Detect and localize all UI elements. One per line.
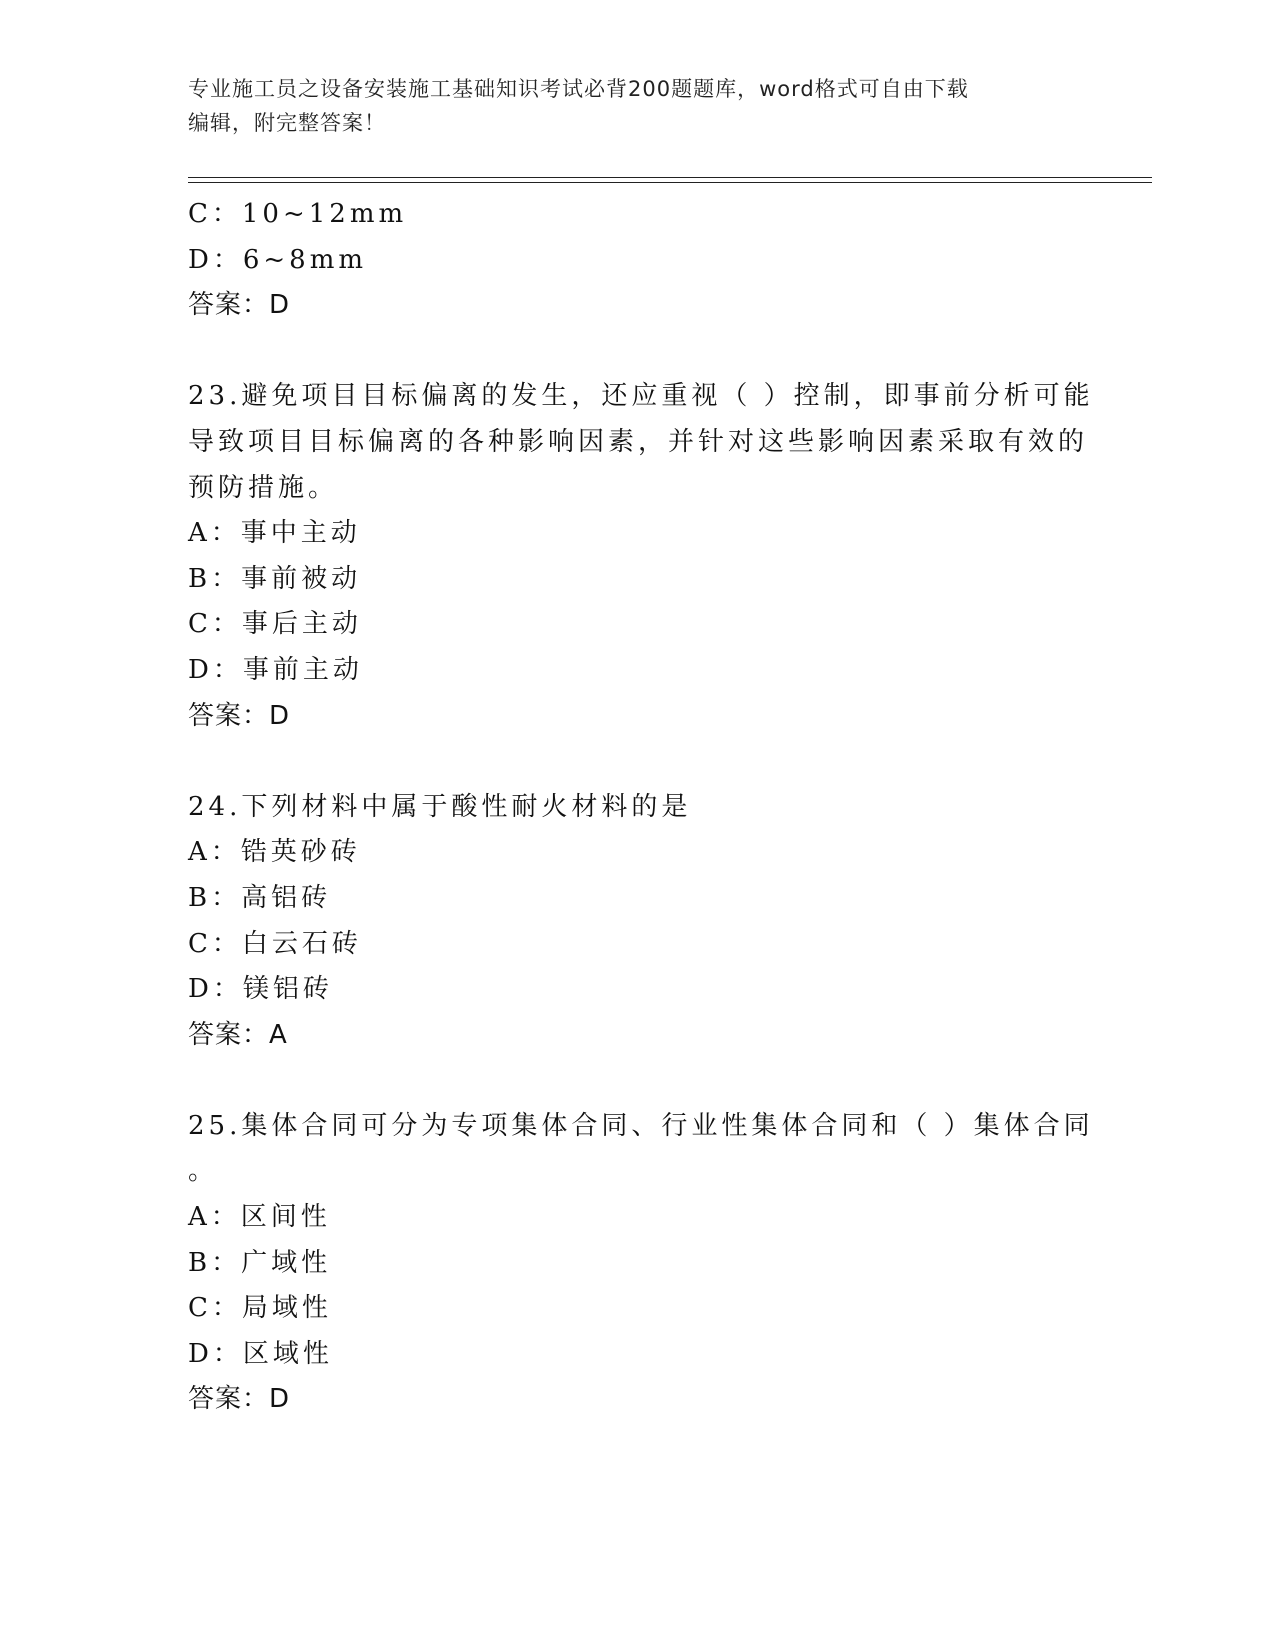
question-24 [188,785,1088,1059]
header-title-line-2: 编辑，附完整答案！ [188,111,386,135]
option-c: C：10~12mm [188,199,408,229]
option-b: B：高铝砖 [188,882,332,913]
answer: 答案：D [188,290,291,321]
question-stem: 。 [188,1156,219,1187]
header-divider-top [188,177,1152,178]
question-stem: 导致项目目标偏离的各种影响因素，并针对这些影响因素采取有效的 [188,426,1089,457]
option-d: D：区域性 [188,1338,333,1369]
option-c: C：白云石砖 [188,928,362,959]
option-d: D：镁铝砖 [188,974,333,1005]
option-d: D：事前主动 [188,654,363,685]
question-stem: 25.集体合同可分为专项集体合同、行业性集体合同和（ ）集体合同 [188,1110,1094,1141]
option-d: D：6~8mm [188,244,368,275]
question-stem: 预防措施。 [188,472,339,503]
option-a: A：事中主动 [188,518,361,549]
option-a: A：锆英砂砖 [188,837,361,868]
question-stem: 23.避免项目目标偏离的发生，还应重视（ ）控制，即事前分析可能 [188,381,1094,412]
question-stem: 24.下列材料中属于酸性耐火材料的是 [188,791,692,822]
option-a: A：区间性 [188,1202,331,1233]
option-b: B：事前被动 [188,563,362,594]
header-title-line-1: 专业施工员之设备安装施工基础知识考试必背200题题库，word格式可自由下载 [188,77,969,101]
option-c: C：局域性 [188,1293,332,1324]
spacer [188,739,1088,785]
answer: 答案：D [188,1384,291,1415]
question-25 [188,1104,1094,1423]
header-divider-bottom [188,182,1152,183]
answer: 答案：D [188,700,291,731]
answer: 答案：A [188,1019,288,1050]
spacer [188,1058,1088,1104]
spacer [188,329,1088,375]
question-23 [188,374,1094,739]
option-b: B：广域性 [188,1247,332,1278]
question-22 [188,192,1088,329]
question-list [188,192,1094,1423]
document-header [188,72,1088,140]
option-c: C：事后主动 [188,609,362,640]
